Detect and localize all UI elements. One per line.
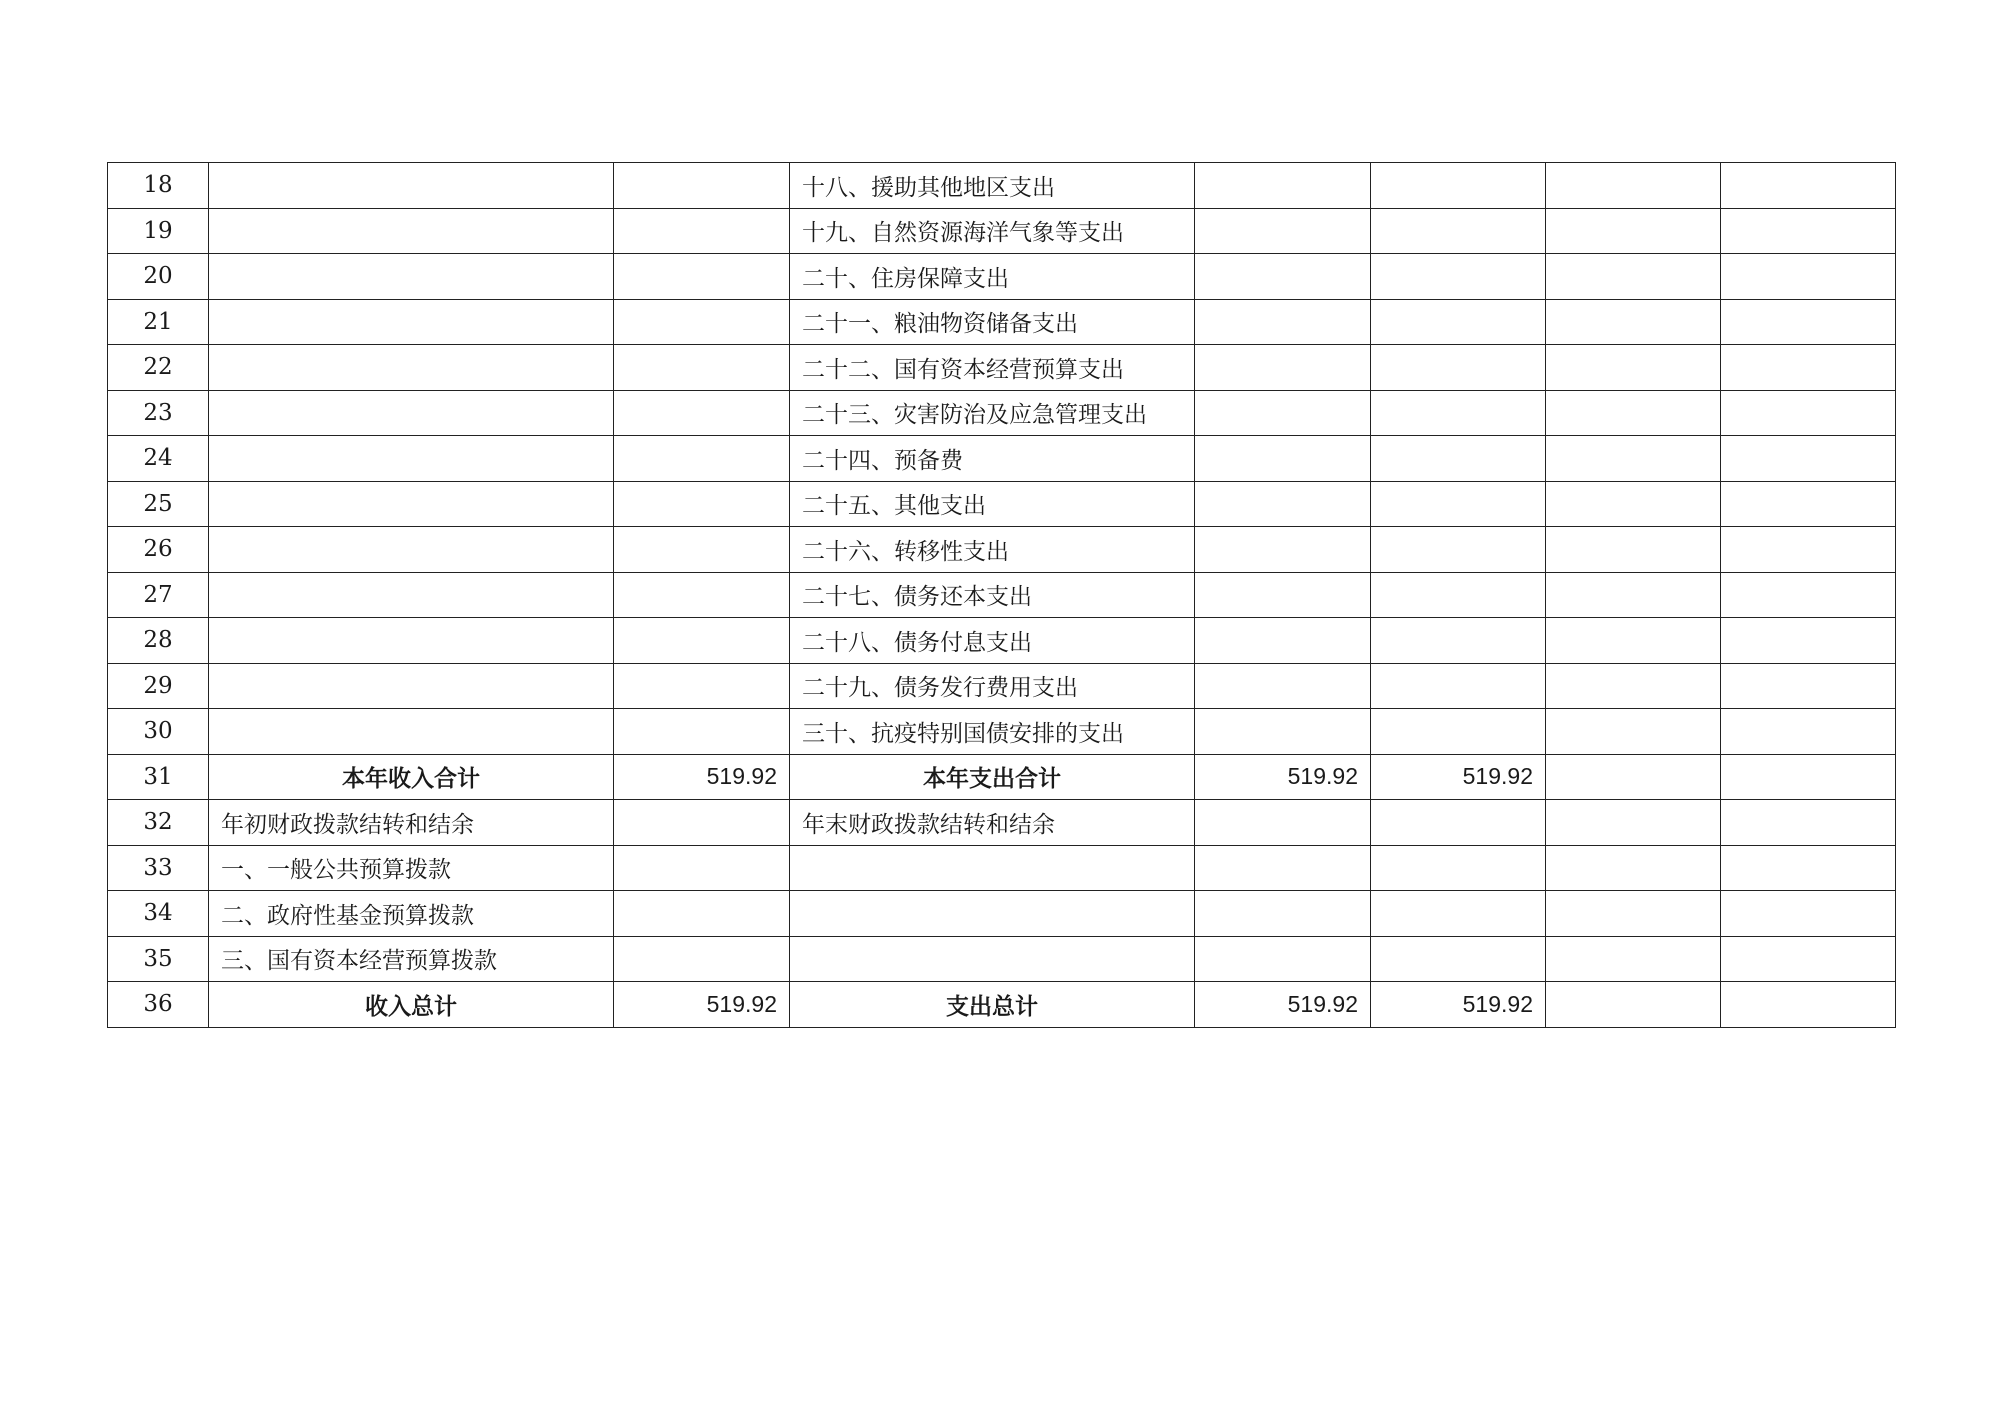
expense-col2-cell bbox=[1371, 208, 1546, 254]
income-amount-cell bbox=[614, 936, 790, 982]
income-item-cell bbox=[209, 436, 614, 482]
table-row bbox=[108, 299, 1896, 345]
income-item-cell bbox=[209, 299, 614, 345]
expense-col4-cell bbox=[1721, 254, 1896, 300]
income-item-cell: 一、一般公共预算拨款 bbox=[209, 845, 614, 891]
row-number-cell: 23 bbox=[108, 390, 209, 436]
income-amount-cell bbox=[614, 436, 790, 482]
row-number-cell: 27 bbox=[108, 572, 209, 618]
expense-total-cell bbox=[1195, 845, 1371, 891]
income-item-cell bbox=[209, 709, 614, 755]
income-amount-cell: 519.92 bbox=[614, 982, 790, 1028]
income-item-cell bbox=[209, 163, 614, 209]
expense-col4-cell bbox=[1721, 163, 1896, 209]
expense-col4-cell bbox=[1721, 208, 1896, 254]
income-item-cell: 本年收入合计 bbox=[209, 754, 614, 800]
expense-total-cell bbox=[1195, 936, 1371, 982]
expense-col2-cell: 519.92 bbox=[1371, 754, 1546, 800]
expense-total-cell bbox=[1195, 345, 1371, 391]
income-amount-cell: 519.92 bbox=[614, 754, 790, 800]
expense-total-cell: 519.92 bbox=[1195, 754, 1371, 800]
expense-col4-cell bbox=[1721, 709, 1896, 755]
expense-col4-cell bbox=[1721, 345, 1896, 391]
expense-col4-cell bbox=[1721, 299, 1896, 345]
expense-item-cell: 二十四、预备费 bbox=[790, 436, 1195, 482]
expense-col3-cell bbox=[1546, 754, 1721, 800]
expense-col3-cell bbox=[1546, 481, 1721, 527]
table-row bbox=[108, 527, 1896, 573]
row-number-cell: 25 bbox=[108, 481, 209, 527]
table-row bbox=[108, 891, 1896, 937]
table-row bbox=[108, 345, 1896, 391]
expense-col3-cell bbox=[1546, 527, 1721, 573]
income-item-cell: 收入总计 bbox=[209, 982, 614, 1028]
expense-col2-cell: 519.92 bbox=[1371, 982, 1546, 1028]
expense-col4-cell bbox=[1721, 845, 1896, 891]
expense-col2-cell bbox=[1371, 936, 1546, 982]
expense-col3-cell bbox=[1546, 208, 1721, 254]
expense-total-cell bbox=[1195, 572, 1371, 618]
expense-total-cell bbox=[1195, 618, 1371, 664]
table-row bbox=[108, 663, 1896, 709]
expense-col2-cell bbox=[1371, 618, 1546, 664]
row-number-cell: 29 bbox=[108, 663, 209, 709]
expense-item-cell: 十八、援助其他地区支出 bbox=[790, 163, 1195, 209]
income-amount-cell bbox=[614, 663, 790, 709]
expense-item-cell: 二十五、其他支出 bbox=[790, 481, 1195, 527]
expense-col2-cell bbox=[1371, 891, 1546, 937]
expense-total-cell bbox=[1195, 390, 1371, 436]
expense-col3-cell bbox=[1546, 345, 1721, 391]
income-item-cell bbox=[209, 572, 614, 618]
expense-item-cell: 本年支出合计 bbox=[790, 754, 1195, 800]
expense-col3-cell bbox=[1546, 709, 1721, 755]
income-item-cell bbox=[209, 527, 614, 573]
income-amount-cell bbox=[614, 845, 790, 891]
table-row bbox=[108, 254, 1896, 300]
row-number-cell: 22 bbox=[108, 345, 209, 391]
row-number-cell: 32 bbox=[108, 800, 209, 846]
table-row bbox=[108, 754, 1896, 800]
expense-col4-cell bbox=[1721, 936, 1896, 982]
income-amount-cell bbox=[614, 527, 790, 573]
income-amount-cell bbox=[614, 299, 790, 345]
expense-col3-cell bbox=[1546, 618, 1721, 664]
row-number-cell: 24 bbox=[108, 436, 209, 482]
row-number-cell: 36 bbox=[108, 982, 209, 1028]
row-number-cell: 31 bbox=[108, 754, 209, 800]
row-number-cell: 35 bbox=[108, 936, 209, 982]
expense-col3-cell bbox=[1546, 390, 1721, 436]
expense-col4-cell bbox=[1721, 754, 1896, 800]
table-row bbox=[108, 390, 1896, 436]
expense-total-cell bbox=[1195, 800, 1371, 846]
table-row bbox=[108, 572, 1896, 618]
table-row bbox=[108, 845, 1896, 891]
budget-table bbox=[107, 162, 1896, 1028]
table-row bbox=[108, 436, 1896, 482]
table-row bbox=[108, 618, 1896, 664]
expense-total-cell bbox=[1195, 254, 1371, 300]
expense-item-cell: 二十、住房保障支出 bbox=[790, 254, 1195, 300]
income-amount-cell bbox=[614, 208, 790, 254]
expense-col2-cell bbox=[1371, 800, 1546, 846]
table-row bbox=[108, 208, 1896, 254]
expense-col3-cell bbox=[1546, 163, 1721, 209]
income-amount-cell bbox=[614, 254, 790, 300]
expense-item-cell: 二十一、粮油物资储备支出 bbox=[790, 299, 1195, 345]
income-item-cell bbox=[209, 481, 614, 527]
table-row bbox=[108, 163, 1896, 209]
expense-total-cell: 519.92 bbox=[1195, 982, 1371, 1028]
expense-item-cell: 二十八、债务付息支出 bbox=[790, 618, 1195, 664]
expense-item-cell: 二十六、转移性支出 bbox=[790, 527, 1195, 573]
expense-col2-cell bbox=[1371, 254, 1546, 300]
expense-item-cell bbox=[790, 845, 1195, 891]
income-amount-cell bbox=[614, 572, 790, 618]
expense-col2-cell bbox=[1371, 709, 1546, 755]
expense-col4-cell bbox=[1721, 436, 1896, 482]
income-amount-cell bbox=[614, 618, 790, 664]
expense-total-cell bbox=[1195, 709, 1371, 755]
income-item-cell bbox=[209, 618, 614, 664]
income-item-cell: 年初财政拨款结转和结余 bbox=[209, 800, 614, 846]
row-number-cell: 21 bbox=[108, 299, 209, 345]
expense-total-cell bbox=[1195, 299, 1371, 345]
income-amount-cell bbox=[614, 800, 790, 846]
expense-col3-cell bbox=[1546, 436, 1721, 482]
income-item-cell bbox=[209, 663, 614, 709]
income-amount-cell bbox=[614, 891, 790, 937]
table-row bbox=[108, 800, 1896, 846]
expense-col2-cell bbox=[1371, 436, 1546, 482]
income-item-cell bbox=[209, 254, 614, 300]
expense-total-cell bbox=[1195, 163, 1371, 209]
expense-total-cell bbox=[1195, 663, 1371, 709]
expense-col3-cell bbox=[1546, 572, 1721, 618]
row-number-cell: 30 bbox=[108, 709, 209, 755]
expense-item-cell bbox=[790, 891, 1195, 937]
expense-col3-cell bbox=[1546, 663, 1721, 709]
expense-item-cell: 支出总计 bbox=[790, 982, 1195, 1028]
expense-col2-cell bbox=[1371, 663, 1546, 709]
expense-col2-cell bbox=[1371, 390, 1546, 436]
expense-total-cell bbox=[1195, 481, 1371, 527]
row-number-cell: 33 bbox=[108, 845, 209, 891]
expense-col2-cell bbox=[1371, 345, 1546, 391]
table-row bbox=[108, 709, 1896, 755]
expense-item-cell: 二十七、债务还本支出 bbox=[790, 572, 1195, 618]
expense-col4-cell bbox=[1721, 481, 1896, 527]
table-row bbox=[108, 936, 1896, 982]
income-amount-cell bbox=[614, 163, 790, 209]
income-amount-cell bbox=[614, 481, 790, 527]
expense-total-cell bbox=[1195, 527, 1371, 573]
expense-item-cell: 三十、抗疫特别国债安排的支出 bbox=[790, 709, 1195, 755]
table-row bbox=[108, 481, 1896, 527]
expense-col2-cell bbox=[1371, 299, 1546, 345]
expense-col4-cell bbox=[1721, 982, 1896, 1028]
expense-col4-cell bbox=[1721, 891, 1896, 937]
expense-item-cell bbox=[790, 936, 1195, 982]
expense-item-cell: 二十二、国有资本经营预算支出 bbox=[790, 345, 1195, 391]
row-number-cell: 18 bbox=[108, 163, 209, 209]
income-item-cell: 二、政府性基金预算拨款 bbox=[209, 891, 614, 937]
income-item-cell bbox=[209, 390, 614, 436]
income-item-cell: 三、国有资本经营预算拨款 bbox=[209, 936, 614, 982]
expense-col3-cell bbox=[1546, 254, 1721, 300]
expense-col4-cell bbox=[1721, 572, 1896, 618]
expense-total-cell bbox=[1195, 891, 1371, 937]
table-row bbox=[108, 982, 1896, 1028]
expense-col2-cell bbox=[1371, 845, 1546, 891]
expense-col4-cell bbox=[1721, 800, 1896, 846]
expense-item-cell: 年末财政拨款结转和结余 bbox=[790, 800, 1195, 846]
expense-total-cell bbox=[1195, 436, 1371, 482]
income-amount-cell bbox=[614, 709, 790, 755]
expense-col3-cell bbox=[1546, 982, 1721, 1028]
income-item-cell bbox=[209, 208, 614, 254]
expense-col4-cell bbox=[1721, 527, 1896, 573]
expense-col2-cell bbox=[1371, 163, 1546, 209]
table-body bbox=[108, 163, 1896, 1028]
expense-col3-cell bbox=[1546, 845, 1721, 891]
expense-col2-cell bbox=[1371, 572, 1546, 618]
expense-item-cell: 二十三、灾害防治及应急管理支出 bbox=[790, 390, 1195, 436]
row-number-cell: 19 bbox=[108, 208, 209, 254]
expense-total-cell bbox=[1195, 208, 1371, 254]
expense-item-cell: 二十九、债务发行费用支出 bbox=[790, 663, 1195, 709]
income-amount-cell bbox=[614, 390, 790, 436]
row-number-cell: 34 bbox=[108, 891, 209, 937]
expense-item-cell: 十九、自然资源海洋气象等支出 bbox=[790, 208, 1195, 254]
row-number-cell: 26 bbox=[108, 527, 209, 573]
expense-col3-cell bbox=[1546, 299, 1721, 345]
expense-col3-cell bbox=[1546, 800, 1721, 846]
expense-col4-cell bbox=[1721, 663, 1896, 709]
expense-col3-cell bbox=[1546, 891, 1721, 937]
expense-col3-cell bbox=[1546, 936, 1721, 982]
expense-col4-cell bbox=[1721, 618, 1896, 664]
expense-col2-cell bbox=[1371, 481, 1546, 527]
income-amount-cell bbox=[614, 345, 790, 391]
expense-col2-cell bbox=[1371, 527, 1546, 573]
row-number-cell: 28 bbox=[108, 618, 209, 664]
expense-col4-cell bbox=[1721, 390, 1896, 436]
income-item-cell bbox=[209, 345, 614, 391]
row-number-cell: 20 bbox=[108, 254, 209, 300]
